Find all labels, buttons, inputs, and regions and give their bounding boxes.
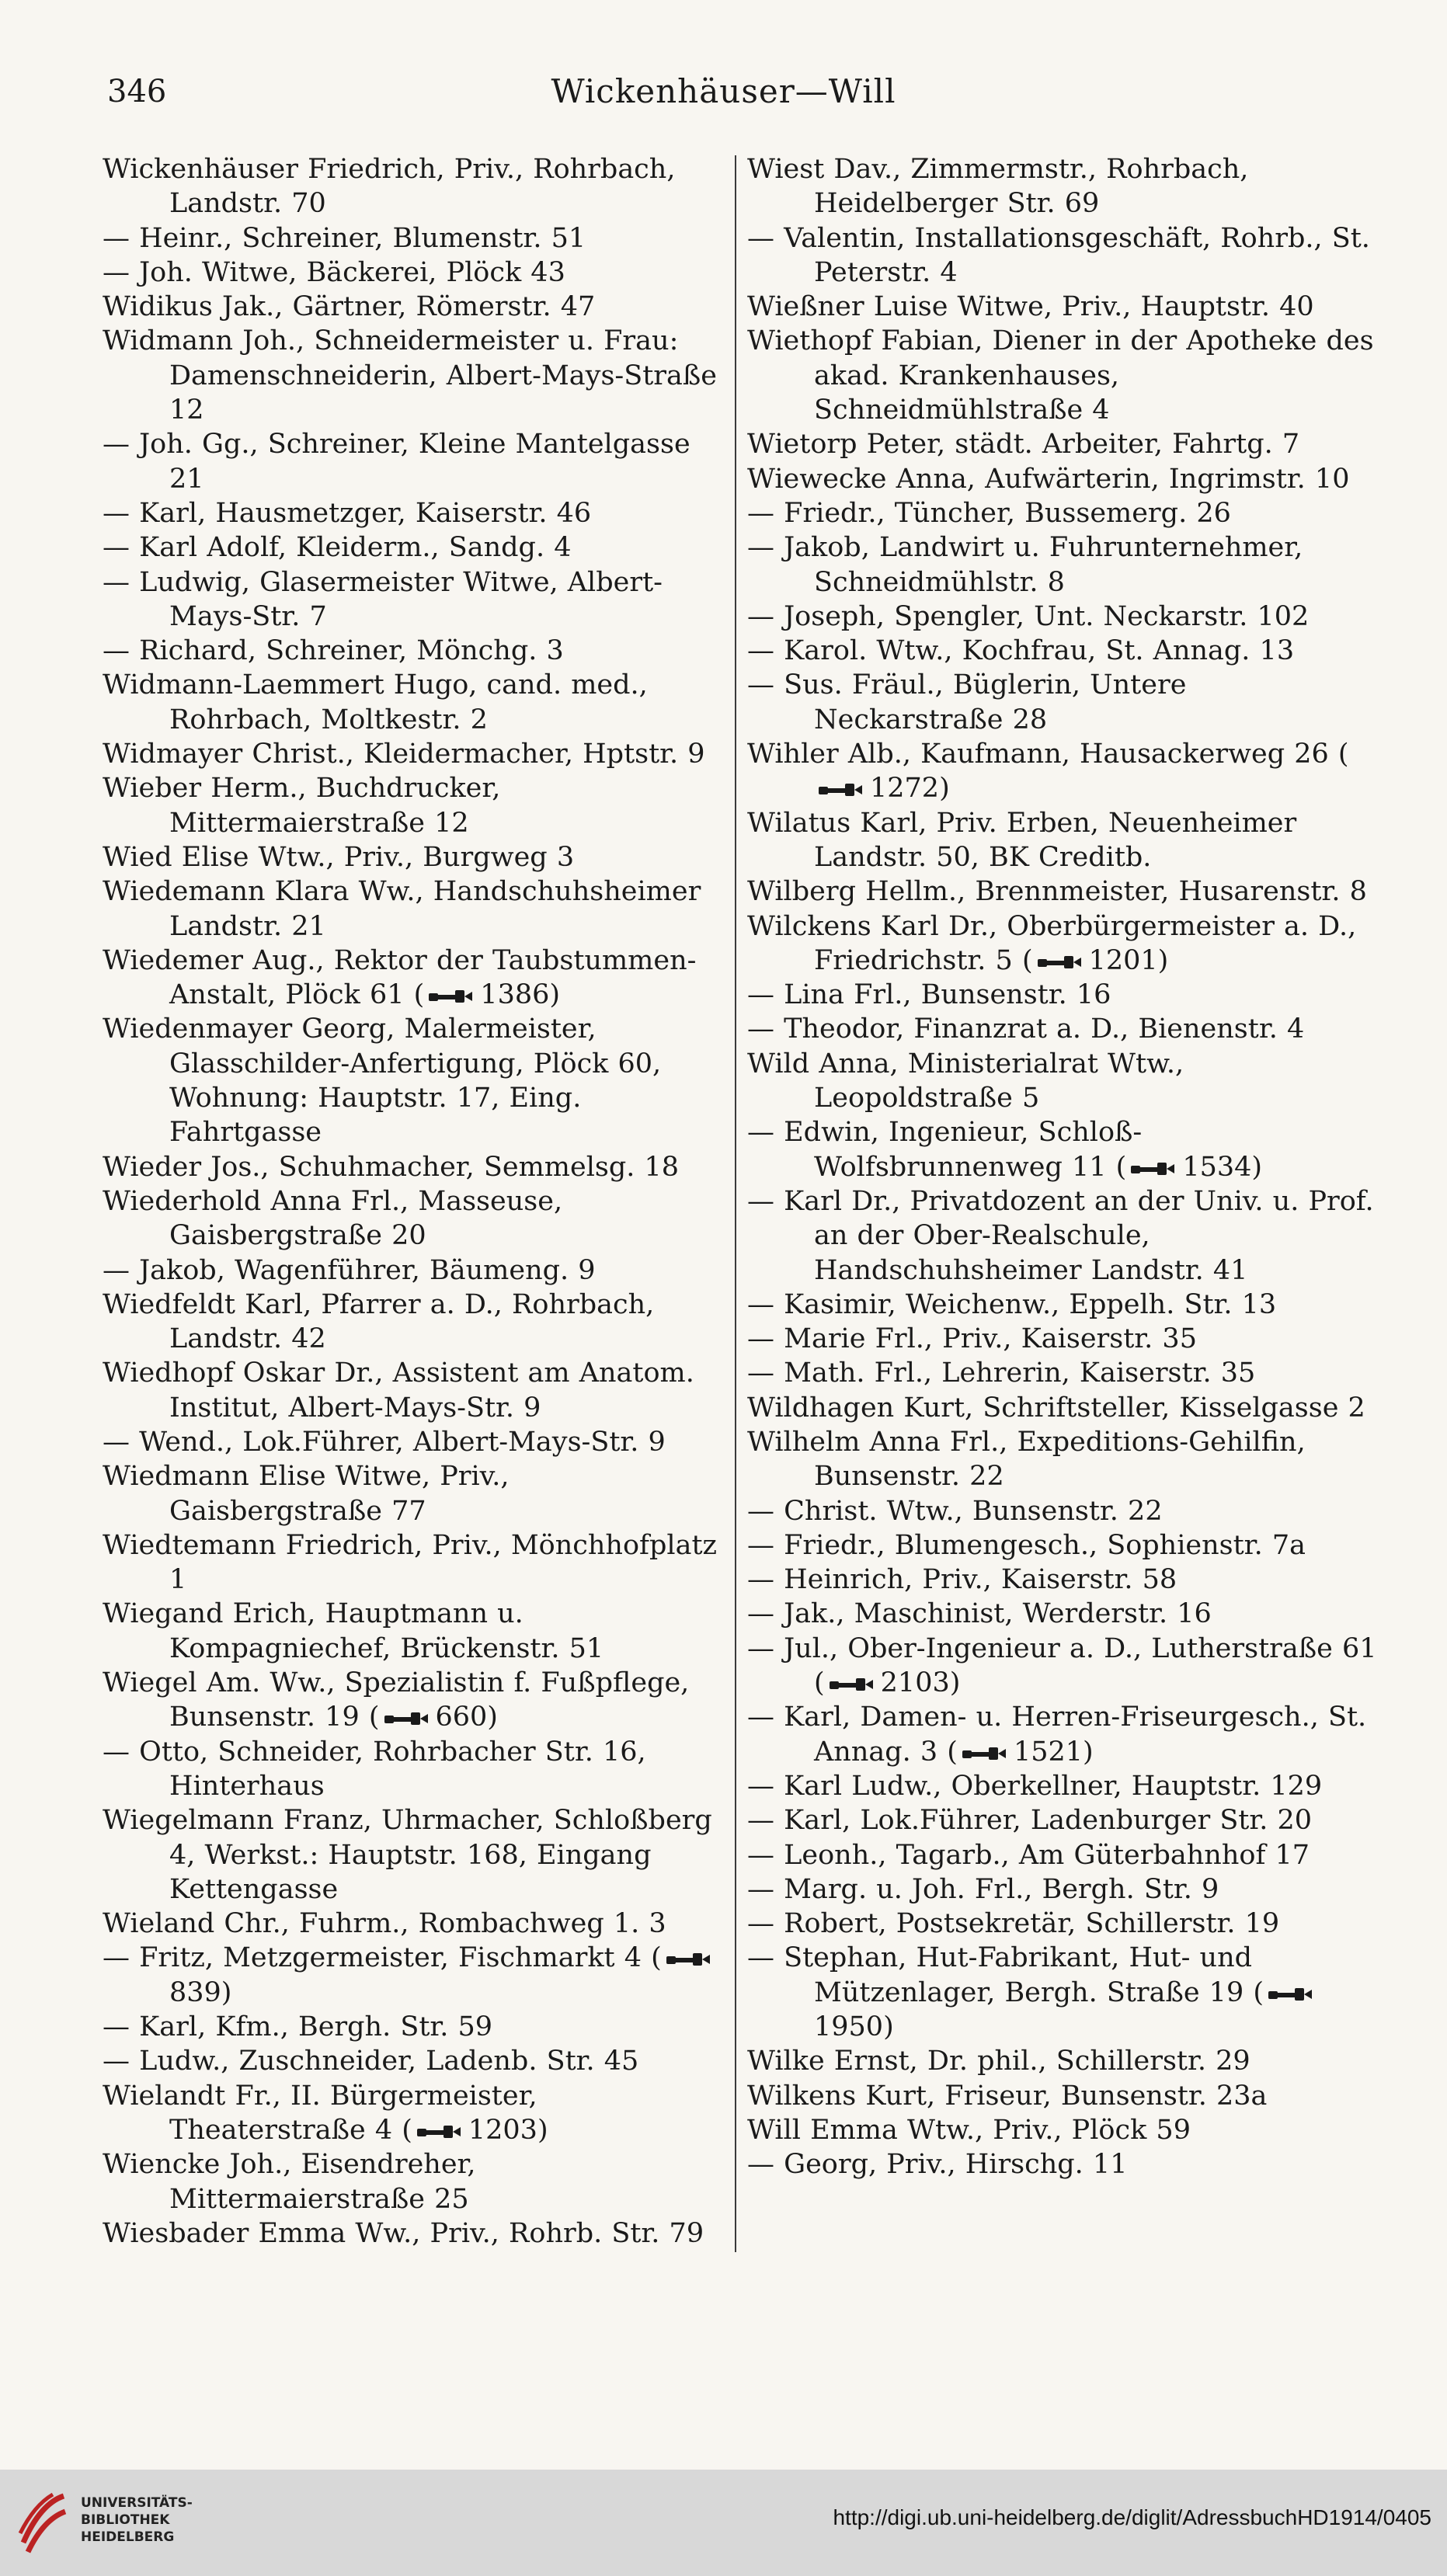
directory-entry [103,2147,724,2216]
entry-text: Wiencke Joh., Eisendreher, Mittermaierstraße 25 [103,2149,476,2215]
entry-text: Wiedhopf Oskar Dr., Assistent am Anatom. Institut, Albert-Mays-Str. 9 [103,1358,694,1424]
entry-text: 1201) [1088,944,1169,976]
directory-entry [747,1288,1381,1322]
directory-entry [747,1528,1381,1563]
entry-text: Widmann Joh., Schneidermeister u. Frau: Damenschneiderin, Albert-Mays-Straße 12 [103,325,717,426]
directory-entry [747,1907,1381,1941]
entry-text: — Edwin, Ingenieur, Schloß-Wolfsbrunnenweg 11 ( [747,1117,1143,1183]
left-column [103,152,724,2280]
entry-text: — Friedr., Tüncher, Bussemerg. 26 [747,497,1231,529]
directory-entry [747,978,1381,1012]
telephone-handset-icon [427,987,475,1006]
entry-text: Wiedemann Klara Ww., Handschuhsheimer Landstr. 21 [103,876,701,942]
entry-text: — Karl, Kfm., Bergh. Str. 59 [103,2011,493,2043]
entry-text: Wießner Luise Witwe, Priv., Hauptstr. 40 [747,291,1314,323]
entry-text: Wiedfeldt Karl, Pfarrer a. D., Rohrbach, Landstr. 42 [103,1288,655,1355]
entry-text: — Karol. Wtw., Kochfrau, St. Annag. 13 [747,635,1295,667]
entry-text: 1534) [1182,1151,1263,1183]
directory-entry [103,2079,724,2148]
directory-entry [747,1425,1381,1494]
entry-text: — Math. Frl., Lehrerin, Kaiserstr. 35 [747,1358,1256,1389]
directory-entry [103,2216,724,2251]
entry-text: Wilke Ernst, Dr. phil., Schillerstr. 29 [747,2046,1250,2077]
entry-text: — Fritz, Metzgermeister, Fischmarkt 4 ( [103,1942,662,1974]
directory-entry [747,1391,1381,1425]
directory-entry [747,427,1381,461]
directory-entry [103,1459,724,1528]
directory-entry [103,1666,724,1735]
directory-entry [747,1941,1381,2044]
entry-text: Wieder Jos., Schuhmacher, Semmelsg. 18 [103,1151,680,1183]
right-column [747,152,1381,2280]
directory-entry [103,1012,724,1149]
logo-line: UNIVERSITÄTS- [81,2495,193,2511]
entry-text: — Karl Ludw., Oberkellner, Hauptstr. 129 [747,1770,1323,1802]
entry-text: — Jakob, Wagenführer, Bäumeng. 9 [103,1254,596,1286]
directory-entry [747,1494,1381,1528]
entry-text: — Karl, Hausmetzger, Kaiserstr. 46 [103,497,592,529]
telephone-handset-icon [383,1709,431,1728]
entry-text: — Karl, Lok.Führer, Ladenburger Str. 20 [747,1805,1313,1837]
directory-entry [747,1563,1381,1597]
telephone-handset-icon [828,1675,876,1694]
directory-entry [747,2147,1381,2181]
directory-entry [103,1803,724,1907]
entry-text: — Joh. Witwe, Bäckerei, Plöck 43 [103,256,565,288]
directory-entry [103,1253,724,1288]
entry-text: Widikus Jak., Gärtner, Römerstr. 47 [103,291,596,323]
directory-entry [103,427,724,496]
entry-text: — Karl Dr., Privatdozent an der Univ. u. Prof. an der Ober-Realschule, Handschuhsheimer Landstr. 41 [747,1185,1374,1286]
directory-entry [103,771,724,840]
entry-text: 1272) [870,773,950,805]
source-url-link[interactable]: http://digi.ub.uni-heidelberg.de/diglit/AdressbuchHD1914/0405 [833,2505,1431,2529]
directory-entry [103,530,724,565]
directory-entry [747,1700,1381,1769]
directory-entry [747,462,1381,496]
directory-entry [103,737,724,771]
directory-entry [747,806,1381,875]
directory-entry [103,634,724,668]
directory-entry [103,1597,724,1666]
entry-text: — Heinr., Schreiner, Blumenstr. 51 [103,222,586,254]
telephone-handset-icon [1267,1985,1315,2004]
directory-entry [103,1528,724,1597]
directory-entry [103,496,724,530]
entry-text: 2103) [880,1667,961,1699]
directory-entry [103,290,724,324]
directory-entry [747,324,1381,427]
entry-text: — Christ. Wtw., Bunsenstr. 22 [747,1495,1163,1527]
entry-text: 1203) [468,2114,548,2146]
directory-entry [747,737,1381,806]
directory-entry [103,324,724,427]
directory-entry [103,1907,724,1941]
page-title: Wickenhäuser—Will [551,72,896,110]
entry-text: — Wend., Lok.Führer, Albert-Mays-Str. 9 [103,1426,666,1458]
entry-text: Wilkens Kurt, Friseur, Bunsenstr. 23a [747,2080,1268,2112]
directory-entry [103,1150,724,1184]
directory-entry [103,1941,724,2010]
entry-text: 1521) [1013,1736,1094,1768]
entry-text: Wiethopf Fabian, Diener in der Apotheke des akad. Krankenhauses, Schneidmühlstraße 4 [747,325,1374,426]
entry-text: — Marg. u. Joh. Frl., Bergh. Str. 9 [747,1873,1219,1905]
directory-entry [747,1872,1381,1907]
entry-text: — Jak., Maschinist, Werderstr. 16 [747,1598,1212,1630]
entry-text: Wiesbader Emma Ww., Priv., Rohrb. Str. 79 [103,2217,704,2249]
directory-entry [103,874,724,944]
entry-text: Will Emma Wtw., Priv., Plöck 59 [747,2114,1191,2146]
entry-text: — Robert, Postsekretär, Schillerstr. 19 [747,1908,1280,1940]
entry-text: 1386) [480,979,561,1011]
directory-entry [103,944,724,1013]
directory-entry [747,290,1381,324]
directory-entry [747,1047,1381,1116]
entry-text: — Marie Frl., Priv., Kaiserstr. 35 [747,1323,1197,1355]
entry-text: Wilatus Karl, Priv. Erben, Neuenheimer Landstr. 50, BK Creditb. [747,807,1297,873]
entry-text: — Karl, Damen- u. Herren-Friseurgesch., St. Annag. 3 ( [747,1702,1367,1768]
directory-entry [103,1288,724,1357]
entry-text: Wiest Dav., Zimmermstr., Rohrbach, Heidelberger Str. 69 [747,154,1249,220]
directory-entry [103,1735,724,1804]
directory-entry [103,1425,724,1459]
library-logo-text [81,2494,193,2546]
entry-text: — Ludw., Zuschneider, Ladenb. Str. 45 [103,2046,639,2077]
entry-text: Wietorp Peter, städt. Arbeiter, Fahrtg. 7 [747,429,1300,461]
entry-text: — Heinrich, Priv., Kaiserstr. 58 [747,1564,1177,1596]
entry-text: — Lina Frl., Bunsenstr. 16 [747,979,1111,1011]
directory-entry [747,909,1381,979]
directory-entry [747,600,1381,634]
entry-text: — Jul., Ober-Ingenieur a. D., Lutherstraße 61 ( [747,1632,1377,1699]
telephone-handset-icon [665,1950,713,1969]
directory-entry [747,1356,1381,1390]
entry-text: — Valentin, Installationsgeschäft, Rohrb., St. Peterstr. 4 [747,222,1370,288]
logo-line: HEIDELBERG [81,2529,175,2545]
entry-text: Wiewecke Anna, Aufwärterin, Ingrimstr. 10 [747,463,1350,495]
entry-text: Wiedmann Elise Witwe, Priv., Gaisbergstraße 77 [103,1461,510,1527]
entry-text: Wiegand Erich, Hauptmann u. Kompagniechef, Brückenstr. 51 [103,1598,604,1664]
entry-text: — Joh. Gg., Schreiner, Kleine Mantelgasse 21 [103,429,690,495]
entry-text: Widmayer Christ., Kleidermacher, Hptstr. 9 [103,739,705,770]
entry-text: — Karl Adolf, Kleiderm., Sandg. 4 [103,532,572,564]
entry-text: Wieland Chr., Fuhrm., Rombachweg 1. 3 [103,1908,666,1940]
entry-text: — Sus. Fräul., Büglerin, Untere Neckarstraße 28 [747,669,1187,735]
directory-entry [747,1597,1381,1631]
directory-entry [103,1184,724,1253]
entry-text: — Ludwig, Glasermeister Witwe, Albert-Mays-Str. 7 [103,566,663,632]
entry-text: Wiegelmann Franz, Uhrmacher, Schloßberg 4, Werkst.: Hauptstr. 168, Eingang Kettengasse [103,1805,712,1905]
entry-text: — Theodor, Finanzrat a. D., Bienenstr. 4 [747,1013,1305,1045]
directory-entry [103,668,724,737]
directory-entry [747,1184,1381,1288]
entry-text: 660) [435,1702,498,1733]
directory-entry [747,2044,1381,2078]
directory-entry [747,530,1381,600]
entry-text: Wiederhold Anna Frl., Masseuse, Gaisbergstraße 20 [103,1185,563,1252]
directory-entry [747,152,1381,221]
telephone-handset-icon [961,1744,1009,1763]
entry-text: Wildhagen Kurt, Schriftsteller, Kisselgasse 2 [747,1392,1365,1424]
entry-text: — Leonh., Tagarb., Am Güterbahnhof 17 [747,1839,1310,1871]
directory-entry [747,668,1381,737]
entry-text: 839) [169,1976,232,2008]
directory-entry [103,565,724,634]
directory-entry [747,2113,1381,2147]
directory-entry [747,1769,1381,1803]
directory-entry [747,634,1381,668]
library-seal-icon [17,2488,70,2558]
directory-entry [747,1803,1381,1837]
directory-entry [747,1838,1381,1872]
entry-text: 1950) [814,2011,894,2043]
directory-entry [747,1115,1381,1184]
telephone-handset-icon [1036,953,1084,972]
entry-text: — Otto, Schneider, Rohrbacher Str. 16, Hinterhaus [103,1736,646,1802]
entry-text: — Jakob, Landwirt u. Fuhrunternehmer, Schneidmühlstr. 8 [747,532,1303,598]
entry-text: Widmann-Laemmert Hugo, cand. med., Rohrbach, Moltkestr. 2 [103,669,648,735]
entry-text: Wild Anna, Ministerialrat Wtw., Leopoldstraße 5 [747,1048,1184,1114]
directory-entry [747,221,1381,290]
entry-text: Wilberg Hellm., Brennmeister, Husarenstr. 8 [747,876,1367,908]
directory-entry [747,874,1381,909]
entry-text: — Georg, Priv., Hirschg. 11 [747,2149,1128,2181]
entry-text: Wilhelm Anna Frl., Expeditions-Gehilfin, Bunsenstr. 22 [747,1426,1306,1493]
entry-text: Wiedemer Aug., Rektor der Taubstummen-Anstalt, Plöck 61 ( [103,944,697,1011]
entry-text: Wieber Herm., Buchdrucker, Mittermaierstraße 12 [103,773,501,839]
entry-text: Wielandt Fr., II. Bürgermeister, Theaterstraße 4 ( [103,2080,537,2146]
column-divider [735,155,736,2252]
entry-text: — Richard, Schreiner, Mönchg. 3 [103,635,564,667]
directory-entry [103,2044,724,2078]
entry-text: — Stephan, Hut-Fabrikant, Hut- und Mützenlager, Bergh. Straße 19 ( [747,1942,1264,2008]
directory-entry [747,1632,1381,1701]
page-number: 346 [107,74,167,110]
directory-entry [103,256,724,290]
entry-text: — Friedr., Blumengesch., Sophienstr. 7a [747,1529,1306,1561]
entry-text: Wied Elise Wtw., Priv., Burgweg 3 [103,841,575,873]
telephone-handset-icon [817,780,865,799]
directory-entry [747,496,1381,530]
directory-entry [747,1012,1381,1046]
entry-text: Wiegel Am. Ww., Spezialistin f. Fußpflege, Bunsenstr. 19 ( [103,1667,690,1733]
directory-entry [103,221,724,256]
directory-entry [747,2079,1381,2113]
directory-entry [103,840,724,874]
entry-text: Wilckens Karl Dr., Oberbürgermeister a. D., Friedrichstr. 5 ( [747,910,1357,976]
entry-text: Wiedtemann Friedrich, Priv., Mönchhofplatz 1 [103,1529,717,1596]
telephone-handset-icon [416,2122,464,2141]
running-head [0,68,1447,115]
entry-text: — Joseph, Spengler, Unt. Neckarstr. 102 [747,600,1310,632]
entry-text: Wickenhäuser Friedrich, Priv., Rohrbach, Landstr. 70 [103,154,676,220]
directory-entry [103,2010,724,2044]
directory-entry [747,1322,1381,1356]
directory-entry [103,1356,724,1425]
directory-entry [103,152,724,221]
telephone-handset-icon [1129,1159,1177,1178]
entry-text: Wiedenmayer Georg, Malermeister, Glasschilder-Anfertigung, Plöck 60, Wohnung: Hauptstr. 17, Eing. Fahrtgasse [103,1013,662,1149]
logo-line: BIBLIOTHEK [81,2512,170,2528]
entry-text: — Kasimir, Weichenw., Eppelh. Str. 13 [747,1288,1277,1320]
entry-text: Wihler Alb., Kaufmann, Hausackerweg 26 ( [747,739,1349,770]
